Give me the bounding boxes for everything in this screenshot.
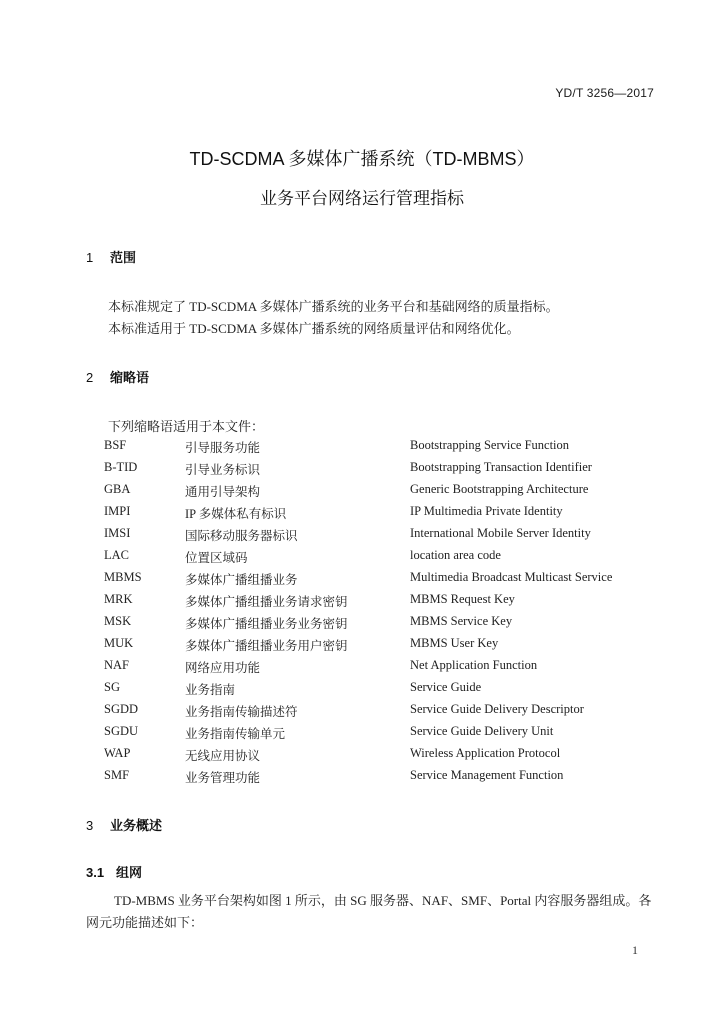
section-number: 1 — [86, 250, 94, 265]
abbreviation: IMPI — [104, 504, 131, 518]
abbreviation-row — [0, 482, 724, 504]
abbreviation-row — [0, 724, 724, 746]
section-number: 2 — [86, 370, 94, 385]
abbreviation-chinese: 多媒体广播组播业务请求密钥 — [185, 595, 348, 609]
abbreviation: SG — [104, 680, 120, 694]
abbreviation-row — [0, 548, 724, 570]
section-title: 缩略语 — [110, 370, 150, 385]
abbreviation-english: Net Application Function — [410, 658, 538, 672]
abbreviation: SGDU — [104, 724, 139, 738]
abbreviation-english: Service Guide Delivery Descriptor — [410, 702, 584, 716]
abbreviation-english: International Mobile Server Identity — [410, 526, 591, 540]
abbreviation: MUK — [104, 636, 134, 650]
abbreviation-chinese: 引导服务功能 — [185, 441, 261, 455]
abbreviation-chinese: 国际移动服务器标识 — [185, 529, 298, 543]
abbreviation-row — [0, 768, 724, 790]
section-title: 组网 — [116, 865, 143, 880]
section-title: 业务概述 — [110, 818, 163, 833]
abbreviation-chinese: IP 多媒体私有标识 — [185, 507, 287, 521]
abbreviation-row — [0, 460, 724, 482]
abbreviation: MRK — [104, 592, 133, 606]
section-number: 3.1 — [86, 865, 105, 880]
abbreviation-english: Bootstrapping Transaction Identifier — [410, 460, 592, 474]
abbreviation: SMF — [104, 768, 130, 782]
abbreviation-english: location area code — [410, 548, 501, 562]
abbreviation-english: Service Management Function — [410, 768, 564, 782]
abbreviation-english: MBMS Service Key — [410, 614, 513, 628]
document-title-line1: TD-SCDMA 多媒体广播系统（TD-MBMS） — [189, 149, 535, 169]
abbreviation-chinese: 多媒体广播组播业务 — [185, 573, 298, 587]
abbreviation-chinese: 业务指南传输单元 — [185, 727, 286, 741]
abbreviation-chinese: 位置区域码 — [185, 551, 248, 565]
abbreviation-row — [0, 614, 724, 636]
abbreviation-chinese: 多媒体广播组播业务用户密钥 — [185, 639, 348, 653]
document-id: YD/T 3256—2017 — [555, 86, 654, 100]
abbreviation-english: Wireless Application Protocol — [410, 746, 561, 760]
abbreviation-chinese: 多媒体广播组播业务业务密钥 — [185, 617, 348, 631]
section-number: 3 — [86, 818, 94, 833]
section-heading-scope — [86, 247, 136, 266]
abbreviation: BSF — [104, 438, 127, 452]
abbreviation-english: Generic Bootstrapping Architecture — [410, 482, 589, 496]
abbreviation-chinese: 引导业务标识 — [185, 463, 261, 477]
subsection-heading-networking — [86, 862, 142, 881]
abbreviation-chinese: 业务指南 — [185, 683, 236, 697]
abbreviation-row — [0, 658, 724, 680]
networking-paragraph: TD-MBMS 业务平台架构如图 1 所示，由 SG 服务器、NAF、SMF、Portal 内容服务器组成。各网元功能描述如下： — [86, 893, 652, 930]
abbreviations-intro: 下列缩略语适用于本文件： — [108, 419, 265, 434]
abbreviation-english: Multimedia Broadcast Multicast Service — [410, 570, 613, 584]
abbreviation: MSK — [104, 614, 132, 628]
section-title: 范围 — [110, 250, 137, 265]
scope-paragraph-2: 本标准适用于 TD-SCDMA 多媒体广播系统的网络质量评估和网络优化。 — [108, 321, 520, 336]
abbreviation: LAC — [104, 548, 129, 562]
abbreviation: WAP — [104, 746, 131, 760]
abbreviation-row — [0, 636, 724, 658]
abbreviation: GBA — [104, 482, 131, 496]
abbreviation-english: Service Guide — [410, 680, 482, 694]
abbreviation-row — [0, 438, 724, 460]
abbreviation-row — [0, 592, 724, 614]
abbreviation: MBMS — [104, 570, 142, 584]
section-heading-abbreviations — [86, 367, 149, 386]
abbreviation-chinese: 业务指南传输描述符 — [185, 705, 298, 719]
abbreviation-row — [0, 746, 724, 768]
abbreviation-row — [0, 680, 724, 702]
abbreviation: IMSI — [104, 526, 131, 540]
document-title-line2: 业务平台网络运行管理指标 — [260, 189, 464, 208]
abbreviation-row — [0, 702, 724, 724]
abbreviation-chinese: 无线应用协议 — [185, 749, 261, 763]
abbreviation-chinese: 通用引导架构 — [185, 485, 261, 499]
abbreviation-english: Service Guide Delivery Unit — [410, 724, 554, 738]
abbreviation: NAF — [104, 658, 130, 672]
abbreviation-row — [0, 504, 724, 526]
abbreviation-row — [0, 570, 724, 592]
abbreviation-chinese: 业务管理功能 — [185, 771, 261, 785]
section-heading-service-overview — [86, 815, 162, 834]
abbreviation-english: IP Multimedia Private Identity — [410, 504, 563, 518]
abbreviation-row — [0, 526, 724, 548]
abbreviation-english: Bootstrapping Service Function — [410, 438, 570, 452]
scope-paragraph-1: 本标准规定了 TD-SCDMA 多媒体广播系统的业务平台和基础网络的质量指标。 — [108, 299, 559, 314]
abbreviation-english: MBMS Request Key — [410, 592, 515, 606]
page-number: 1 — [632, 943, 638, 957]
abbreviation-english: MBMS User Key — [410, 636, 499, 650]
abbreviation: B-TID — [104, 460, 138, 474]
abbreviation: SGDD — [104, 702, 139, 716]
abbreviation-chinese: 网络应用功能 — [185, 661, 261, 675]
